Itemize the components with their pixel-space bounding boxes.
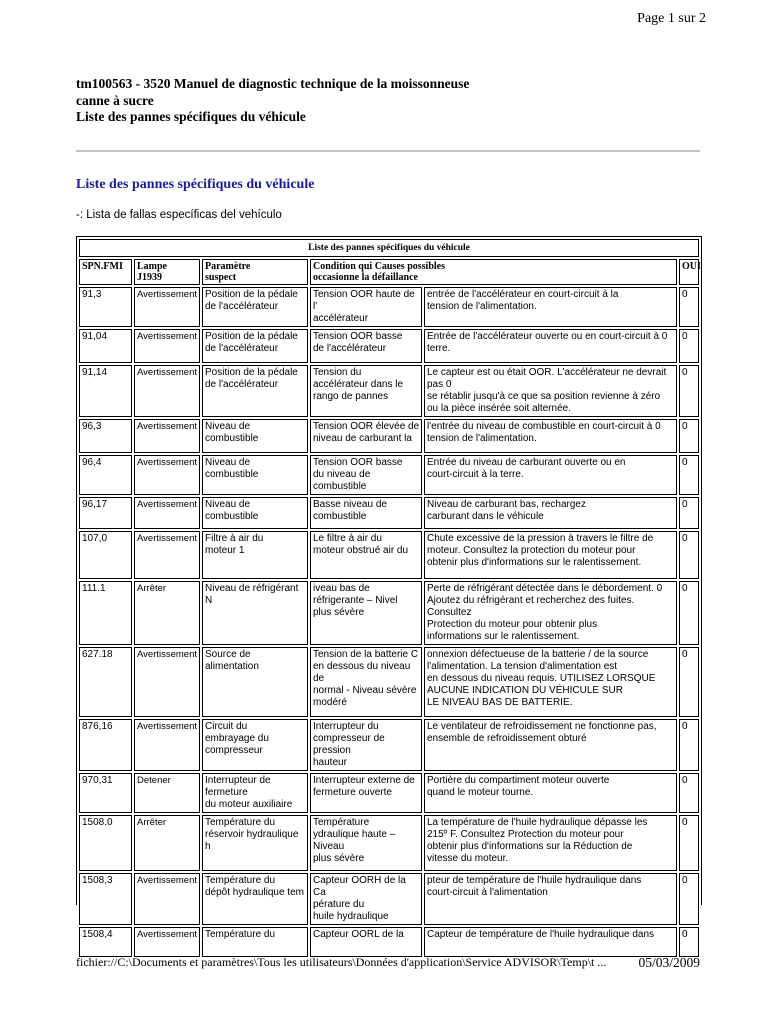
cell-oui: 0 xyxy=(679,287,699,327)
cell-causes: Entrée de l'accélérateur ouverte ou en court-circuit à 0 terre. xyxy=(424,329,677,363)
cell-lamp: Avertissement xyxy=(134,531,200,579)
header-oui: OUI xyxy=(679,259,699,285)
table-row xyxy=(79,329,699,363)
header-param: Paramètre suspect xyxy=(202,259,308,285)
cell-oui: 0 xyxy=(679,815,699,871)
cell-lamp: Avertissement xyxy=(134,455,200,495)
cell-lamp: Avertissement xyxy=(134,719,200,771)
cell-lamp: Avertissement xyxy=(134,497,200,529)
table-row xyxy=(79,455,699,495)
cell-condition: Interrupteur externe de fermeture ouverte xyxy=(310,773,422,813)
cell-condition: Tension de la batterie C en dessous du niveau de normal - Niveau sévère modéré xyxy=(310,647,422,717)
table-caption: Liste des pannes spécifiques du véhicule xyxy=(79,239,699,257)
section-title: Liste des pannes spécifiques du véhicule xyxy=(76,177,315,192)
cell-lamp: Arrêter xyxy=(134,815,200,871)
cell-lamp: Arrêter xyxy=(134,581,200,645)
table-row xyxy=(79,815,699,871)
footer-date: 05/03/2009 xyxy=(638,955,700,970)
header-spn: SPN.FMI xyxy=(79,259,132,285)
cell-condition: Interrupteur du compresseur de pression hauteur xyxy=(310,719,422,771)
cell-param: Niveau de combustible xyxy=(202,497,308,529)
fault-table-container xyxy=(76,236,702,940)
cell-param: Position de la pédale de l'accélérateur xyxy=(202,365,308,417)
cell-oui: 0 xyxy=(679,647,699,717)
cell-causes: Le ventilateur de refroidissement ne fonctionne pas, ensemble de refroidissement obturé xyxy=(424,719,677,771)
cell-spn: 91,04 xyxy=(79,329,132,363)
footer-file-path: fichier://C:\Documents et paramètres\Tous les utilisateurs\Données d'application\Service ADVISOR\Temp\t ... xyxy=(76,955,607,969)
document-header xyxy=(76,76,469,126)
cell-causes: onnexion défectueuse de la batterie / de la source l'alimentation. La tension d'alimentation est en dessous du niveau requis. UTILISEZ LORSQUE AUCUNE INDICATION DU VÉHICULE SUR LE NIVEAU BAS DE BATTERIE. xyxy=(424,647,677,717)
cell-spn: 1508,4 xyxy=(79,927,132,957)
cell-causes: Entrée du niveau de carburant ouverte ou en court-circuit à la terre. xyxy=(424,455,677,495)
cell-lamp: Avertissement xyxy=(134,873,200,925)
cell-param: Température du réservoir hydraulique h xyxy=(202,815,308,871)
cell-oui: 0 xyxy=(679,927,699,957)
section-subtitle: -: Lista de fallas específicas del vehículo xyxy=(76,209,282,221)
header-lamp: Lampe J1939 xyxy=(134,259,200,285)
cell-condition: Tension OOR basse de l'accélérateur xyxy=(310,329,422,363)
fault-table xyxy=(77,237,701,959)
cell-condition: Tension du accélérateur dans le rango de pannes xyxy=(310,365,422,417)
cell-condition: Capteur OORL de la xyxy=(310,927,422,957)
header-condition: Condition qui Causes possibles occasionne la défaillance xyxy=(310,259,677,285)
table-row xyxy=(79,581,699,645)
table-row xyxy=(79,287,699,327)
cell-lamp: Detener xyxy=(134,773,200,813)
cell-lamp: Avertissement xyxy=(134,365,200,417)
table-row xyxy=(79,927,699,957)
header-line-2: canne à sucre xyxy=(76,92,154,108)
cell-lamp: Avertissement xyxy=(134,287,200,327)
table-row xyxy=(79,647,699,717)
cell-spn: 91,3 xyxy=(79,287,132,327)
cell-causes: Chute excessive de la pression à travers le filtre de moteur. Consultez la protection du moteur pour obtenir plus d'informations sur le ralentissement. xyxy=(424,531,677,579)
table-row xyxy=(79,497,699,529)
cell-spn: 111.1 xyxy=(79,581,132,645)
cell-spn: 1508,3 xyxy=(79,873,132,925)
cell-lamp: Avertissement xyxy=(134,329,200,363)
cell-causes: l'entrée du niveau de combustible en court-circuit à 0 tension de l'alimentation. xyxy=(424,419,677,453)
cell-oui: 0 xyxy=(679,773,699,813)
cell-spn: 96,4 xyxy=(79,455,132,495)
cell-condition: Le filtre à air du moteur obstrué air du xyxy=(310,531,422,579)
table-row xyxy=(79,419,699,453)
cell-spn: 627.18 xyxy=(79,647,132,717)
cell-oui: 0 xyxy=(679,497,699,529)
cell-oui: 0 xyxy=(679,719,699,771)
table-caption-row xyxy=(79,239,699,257)
cell-spn: 876,16 xyxy=(79,719,132,771)
table-row xyxy=(79,531,699,579)
cell-lamp: Avertissement xyxy=(134,927,200,957)
header-line-3: Liste des pannes spécifiques du véhicule xyxy=(76,109,306,124)
cell-condition: Tension OOR basse du niveau de combustible xyxy=(310,455,422,495)
cell-param: Circuit du embrayage du compresseur xyxy=(202,719,308,771)
header-line-1: tm100563 - 3520 Manuel de diagnostic technique de la moissonneuse xyxy=(76,76,470,91)
cell-oui: 0 xyxy=(679,531,699,579)
cell-param: Position de la pédale de l'accélérateur xyxy=(202,329,308,363)
page-number: Page 1 sur 2 xyxy=(637,11,706,26)
cell-causes: pteur de température de l'huile hydraulique dans court-circuit à l'alimentation xyxy=(424,873,677,925)
cell-param: Niveau de combustible xyxy=(202,455,308,495)
table-header-row xyxy=(79,259,699,285)
cell-oui: 0 xyxy=(679,873,699,925)
cell-causes: Le capteur est ou était OOR. L'accélérateur ne devrait pas 0 se rétablir jusqu'à ce que sa position revienne à zéro ou la pièce insérée soit alternée. xyxy=(424,365,677,417)
cell-oui: 0 xyxy=(679,581,699,645)
horizontal-divider xyxy=(76,150,700,152)
cell-param: Interrupteur de fermeture du moteur auxiliaire xyxy=(202,773,308,813)
cell-spn: 91,14 xyxy=(79,365,132,417)
cell-param: Niveau de combustible xyxy=(202,419,308,453)
cell-condition: iveau bas de réfrigerante – Nivel plus sévère xyxy=(310,581,422,645)
cell-spn: 970,31 xyxy=(79,773,132,813)
cell-spn: 96,17 xyxy=(79,497,132,529)
cell-oui: 0 xyxy=(679,419,699,453)
cell-oui: 0 xyxy=(679,455,699,495)
cell-lamp: Avertissement xyxy=(134,419,200,453)
cell-causes: La température de l'huile hydraulique dépasse les 215º F. Consultez Protection du moteur pour obtenir plus d'informations sur la Réduction de vitesse du moteur. xyxy=(424,815,677,871)
cell-condition: Température ydraulique haute – Niveau plus sévère xyxy=(310,815,422,871)
cell-lamp: Avertissement xyxy=(134,647,200,717)
cell-spn: 96,3 xyxy=(79,419,132,453)
cell-condition: Capteur OORH de la Ca pérature du huile hydraulique xyxy=(310,873,422,925)
table-row xyxy=(79,719,699,771)
cell-causes: Capteur de température de l'huile hydraulique dans xyxy=(424,927,677,957)
cell-causes: Niveau de carburant bas, rechargez carburant dans le véhicule xyxy=(424,497,677,529)
table-row xyxy=(79,773,699,813)
cell-oui: 0 xyxy=(679,365,699,417)
cell-causes: Perte de réfrigérant détectée dans le débordement. 0 Ajoutez du réfrigérant et recherchez des fuites. Consultez Protection du moteur pour obtenir plus informations sur le ralentissement. xyxy=(424,581,677,645)
cell-param: Niveau de réfrigérant N xyxy=(202,581,308,645)
cell-param: Position de la pédale de l'accélérateur xyxy=(202,287,308,327)
cell-condition: Tension OOR élevée de niveau de carburant la xyxy=(310,419,422,453)
table-row xyxy=(79,365,699,417)
cell-param: Filtre à air du moteur 1 xyxy=(202,531,308,579)
cell-condition: Tension OOR haute de l' accélérateur xyxy=(310,287,422,327)
cell-param: Température du xyxy=(202,927,308,957)
cell-condition: Basse niveau de combustible xyxy=(310,497,422,529)
table-row xyxy=(79,873,699,925)
cell-spn: 1508.0 xyxy=(79,815,132,871)
cell-causes: Portière du compartiment moteur ouverte quand le moteur tourne. xyxy=(424,773,677,813)
cell-causes: entrée de l'accélérateur en court-circuit à la tension de l'alimentation. xyxy=(424,287,677,327)
cell-oui: 0 xyxy=(679,329,699,363)
cell-param: Source de alimentation xyxy=(202,647,308,717)
cell-spn: 107,0 xyxy=(79,531,132,579)
cell-param: Température du dépôt hydraulique tem xyxy=(202,873,308,925)
